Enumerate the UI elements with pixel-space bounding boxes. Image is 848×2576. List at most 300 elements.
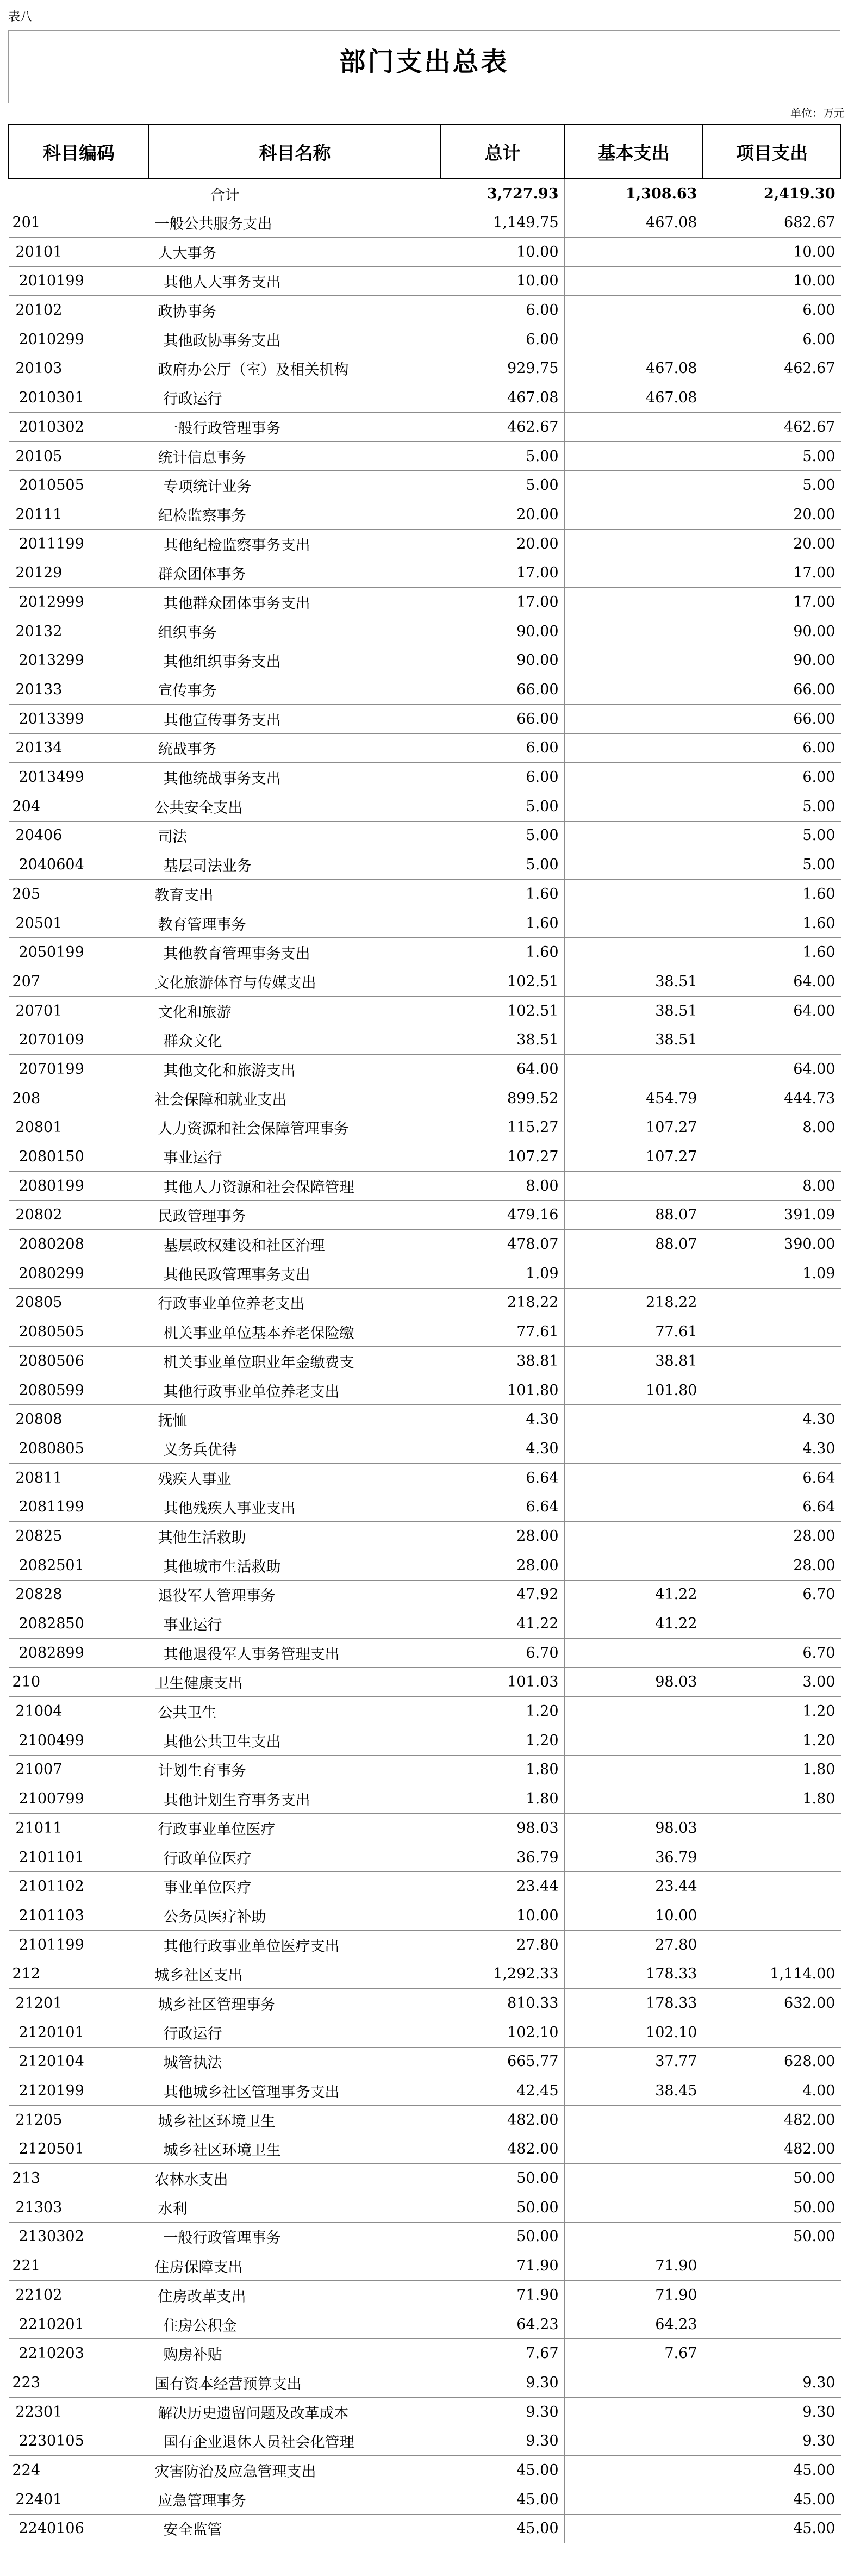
row-basic [564, 909, 703, 938]
table-row [9, 1405, 841, 1434]
row-project: 17.00 [703, 558, 841, 588]
row-basic [564, 1055, 703, 1084]
row-project: 9.30 [703, 2397, 841, 2426]
row-basic: 107.27 [564, 1113, 703, 1142]
row-code: 210 [9, 1667, 149, 1697]
row-name: 组织事务 [149, 617, 441, 646]
table-row [9, 2193, 841, 2222]
row-code: 20101 [9, 237, 149, 266]
header-row [9, 125, 841, 179]
row-basic [564, 733, 703, 763]
row-code: 2210203 [9, 2339, 149, 2368]
row-code: 2130302 [9, 2222, 149, 2251]
row-total: 1.80 [441, 1784, 564, 1814]
row-name: 群众团体事务 [149, 558, 441, 588]
table-row [9, 880, 841, 909]
row-basic [564, 2485, 703, 2514]
row-basic: 38.81 [564, 1347, 703, 1376]
title-area [8, 30, 840, 103]
row-name: 行政运行 [149, 2018, 441, 2047]
row-name: 人力资源和社会保障管理事务 [149, 1113, 441, 1142]
row-basic [564, 1434, 703, 1464]
table-row [9, 2368, 841, 2398]
row-name: 国有企业退休人员社会化管理 [149, 2426, 441, 2456]
table-row [9, 2426, 841, 2456]
row-name: 其他统战事务支出 [149, 763, 441, 792]
row-name: 其他政协事务支出 [149, 325, 441, 354]
row-basic: 88.07 [564, 1230, 703, 1259]
table-row [9, 413, 841, 442]
row-total: 6.64 [441, 1492, 564, 1522]
row-project: 682.67 [703, 208, 841, 238]
row-project [703, 383, 841, 413]
row-name: 纪检监察事务 [149, 500, 441, 530]
row-project: 1.09 [703, 1259, 841, 1288]
row-basic [564, 1755, 703, 1784]
header-code: 科目编码 [9, 125, 149, 179]
row-project [703, 1609, 841, 1639]
row-project: 4.30 [703, 1434, 841, 1464]
row-basic [564, 792, 703, 821]
row-code: 2050199 [9, 938, 149, 967]
row-total: 107.27 [441, 1142, 564, 1172]
row-code: 20105 [9, 441, 149, 471]
row-project: 6.64 [703, 1492, 841, 1522]
row-basic: 64.23 [564, 2310, 703, 2339]
table-row [9, 1230, 841, 1259]
table-row [9, 2076, 841, 2106]
row-basic [564, 413, 703, 442]
row-name: 卫生健康支出 [149, 1667, 441, 1697]
row-name: 城乡社区环境卫生 [149, 2135, 441, 2164]
row-name: 安全监管 [149, 2514, 441, 2543]
row-total: 1.60 [441, 938, 564, 967]
row-total: 479.16 [441, 1200, 564, 1230]
row-code: 2010199 [9, 266, 149, 296]
table-row [9, 2485, 841, 2514]
row-total: 10.00 [441, 237, 564, 266]
row-code: 20701 [9, 996, 149, 1025]
row-total: 482.00 [441, 2135, 564, 2164]
row-project: 64.00 [703, 996, 841, 1025]
row-name: 事业运行 [149, 1142, 441, 1172]
row-project: 444.73 [703, 1084, 841, 1113]
row-basic [564, 296, 703, 325]
row-basic [564, 2426, 703, 2456]
row-total: 6.00 [441, 763, 564, 792]
row-code: 2013399 [9, 704, 149, 733]
row-name: 教育管理事务 [149, 909, 441, 938]
row-project: 8.00 [703, 1171, 841, 1200]
row-basic [564, 1551, 703, 1580]
table-row [9, 996, 841, 1025]
row-code: 2010301 [9, 383, 149, 413]
table-body [9, 179, 841, 2543]
row-name: 国有资本经营预算支出 [149, 2368, 441, 2398]
table-row [9, 821, 841, 850]
row-project: 6.00 [703, 296, 841, 325]
row-project: 1,114.00 [703, 1959, 841, 1989]
header-total: 总计 [441, 125, 564, 179]
row-basic [564, 1463, 703, 1492]
row-basic: 77.61 [564, 1317, 703, 1347]
row-total: 23.44 [441, 1872, 564, 1901]
table-row [9, 2281, 841, 2310]
row-code: 2070109 [9, 1025, 149, 1055]
row-basic [564, 1171, 703, 1200]
row-basic [564, 1784, 703, 1814]
table-row [9, 850, 841, 880]
row-code: 2080150 [9, 1142, 149, 1172]
table-row [9, 471, 841, 500]
row-total: 1.60 [441, 909, 564, 938]
row-total: 1,292.33 [441, 1959, 564, 1989]
row-total: 45.00 [441, 2456, 564, 2485]
table-row [9, 1638, 841, 1667]
table-row [9, 733, 841, 763]
row-name: 城乡社区支出 [149, 1959, 441, 1989]
row-basic [564, 821, 703, 850]
row-name: 一般公共服务支出 [149, 208, 441, 238]
row-project: 1.80 [703, 1784, 841, 1814]
unit-label: 单位：万元 [790, 107, 845, 120]
row-total: 36.79 [441, 1843, 564, 1872]
row-code: 2101199 [9, 1930, 149, 1959]
row-code: 2010299 [9, 325, 149, 354]
row-code: 2120501 [9, 2135, 149, 2164]
row-total: 6.00 [441, 296, 564, 325]
row-project: 628.00 [703, 2047, 841, 2076]
row-name: 一般行政管理事务 [149, 2222, 441, 2251]
row-total: 17.00 [441, 588, 564, 617]
row-basic [564, 588, 703, 617]
row-name: 购房补贴 [149, 2339, 441, 2368]
row-project: 10.00 [703, 266, 841, 296]
row-total: 6.64 [441, 1463, 564, 1492]
row-basic: 454.79 [564, 1084, 703, 1113]
row-project: 462.67 [703, 354, 841, 383]
row-basic: 467.08 [564, 354, 703, 383]
table-row [9, 2456, 841, 2485]
table-row [9, 1784, 841, 1814]
row-basic [564, 938, 703, 967]
row-name: 政协事务 [149, 296, 441, 325]
row-name: 其他文化和旅游支出 [149, 1055, 441, 1084]
row-project [703, 1376, 841, 1405]
row-basic [564, 266, 703, 296]
row-total: 64.23 [441, 2310, 564, 2339]
row-total: 5.00 [441, 441, 564, 471]
row-basic [564, 880, 703, 909]
row-code: 21201 [9, 1989, 149, 2018]
row-basic: 107.27 [564, 1142, 703, 1172]
row-code: 2080199 [9, 1171, 149, 1200]
row-total: 41.22 [441, 1609, 564, 1639]
table-row [9, 1580, 841, 1609]
row-name: 行政事业单位医疗 [149, 1814, 441, 1843]
row-project: 17.00 [703, 588, 841, 617]
row-basic: 467.08 [564, 208, 703, 238]
row-name: 其他生活救助 [149, 1522, 441, 1551]
row-project: 482.00 [703, 2105, 841, 2135]
table-row [9, 938, 841, 967]
table-row [9, 2164, 841, 2193]
row-code: 20811 [9, 1463, 149, 1492]
row-total: 102.51 [441, 996, 564, 1025]
row-name: 其他宣传事务支出 [149, 704, 441, 733]
row-name: 机关事业单位基本养老保险缴 [149, 1317, 441, 1347]
row-project: 482.00 [703, 2135, 841, 2164]
row-code: 2120199 [9, 2076, 149, 2106]
row-project: 50.00 [703, 2222, 841, 2251]
row-basic [564, 2135, 703, 2164]
row-project: 4.00 [703, 2076, 841, 2106]
row-code: 2080805 [9, 1434, 149, 1464]
row-name: 其他人大事务支出 [149, 266, 441, 296]
row-project [703, 1142, 841, 1172]
row-total: 4.30 [441, 1405, 564, 1434]
row-basic: 37.77 [564, 2047, 703, 2076]
row-project: 6.70 [703, 1580, 841, 1609]
table-row [9, 1055, 841, 1084]
table-row [9, 1347, 841, 1376]
row-project: 6.00 [703, 325, 841, 354]
row-code: 2100499 [9, 1726, 149, 1755]
row-basic [564, 1638, 703, 1667]
row-basic: 98.03 [564, 1667, 703, 1697]
row-name: 行政运行 [149, 383, 441, 413]
row-project: 6.00 [703, 733, 841, 763]
row-total: 101.03 [441, 1667, 564, 1697]
row-total: 4.30 [441, 1434, 564, 1464]
table-row [9, 2135, 841, 2164]
row-basic [564, 2105, 703, 2135]
row-code: 2013299 [9, 646, 149, 675]
table-row [9, 1930, 841, 1959]
table-row [9, 617, 841, 646]
row-basic [564, 1522, 703, 1551]
row-basic [564, 2222, 703, 2251]
row-name: 其他公共卫生支出 [149, 1726, 441, 1755]
row-name: 一般行政管理事务 [149, 413, 441, 442]
row-basic: 27.80 [564, 1930, 703, 1959]
table-row [9, 588, 841, 617]
row-project [703, 2018, 841, 2047]
row-total: 20.00 [441, 529, 564, 558]
table-row [9, 1667, 841, 1697]
row-basic: 71.90 [564, 2281, 703, 2310]
row-total: 50.00 [441, 2193, 564, 2222]
row-name: 其他行政事业单位养老支出 [149, 1376, 441, 1405]
row-total: 482.00 [441, 2105, 564, 2135]
row-basic [564, 2397, 703, 2426]
row-total: 45.00 [441, 2485, 564, 2514]
row-project: 9.30 [703, 2368, 841, 2398]
header-basic: 基本支出 [564, 125, 703, 179]
row-total: 6.00 [441, 325, 564, 354]
row-name: 其他残疾人事业支出 [149, 1492, 441, 1522]
row-basic [564, 500, 703, 530]
row-project: 462.67 [703, 413, 841, 442]
row-basic: 218.22 [564, 1288, 703, 1317]
row-name: 城乡社区环境卫生 [149, 2105, 441, 2135]
row-project: 9.30 [703, 2426, 841, 2456]
table-row [9, 208, 841, 238]
row-code: 20501 [9, 909, 149, 938]
row-code: 2082850 [9, 1609, 149, 1639]
row-basic: 38.51 [564, 967, 703, 997]
row-code: 20825 [9, 1522, 149, 1551]
row-total: 218.22 [441, 1288, 564, 1317]
table-row [9, 1025, 841, 1055]
row-code: 20828 [9, 1580, 149, 1609]
row-total: 66.00 [441, 704, 564, 733]
row-total: 5.00 [441, 821, 564, 850]
row-code: 2120104 [9, 2047, 149, 2076]
row-total: 1.09 [441, 1259, 564, 1288]
row-basic [564, 2164, 703, 2193]
row-total: 6.70 [441, 1638, 564, 1667]
row-basic: 38.45 [564, 2076, 703, 2106]
row-code: 20406 [9, 821, 149, 850]
row-total: 5.00 [441, 850, 564, 880]
row-code: 204 [9, 792, 149, 821]
row-total: 45.00 [441, 2514, 564, 2543]
row-code: 20103 [9, 354, 149, 383]
total-project: 2,419.30 [703, 179, 841, 208]
row-name: 计划生育事务 [149, 1755, 441, 1784]
row-project: 28.00 [703, 1522, 841, 1551]
row-basic [564, 237, 703, 266]
row-name: 行政单位医疗 [149, 1843, 441, 1872]
row-name: 统战事务 [149, 733, 441, 763]
row-basic [564, 2368, 703, 2398]
row-name: 行政事业单位养老支出 [149, 1288, 441, 1317]
table-row [9, 2514, 841, 2543]
table-row [9, 1171, 841, 1200]
row-code: 224 [9, 2456, 149, 2485]
row-project: 5.00 [703, 792, 841, 821]
row-project: 391.09 [703, 1200, 841, 1230]
row-code: 2120101 [9, 2018, 149, 2047]
row-project: 1.60 [703, 938, 841, 967]
total-basic: 1,308.63 [564, 179, 703, 208]
row-project [703, 1288, 841, 1317]
table-row [9, 1113, 841, 1142]
row-total: 20.00 [441, 500, 564, 530]
row-total: 9.30 [441, 2426, 564, 2456]
row-project: 6.70 [703, 1638, 841, 1667]
row-total: 38.51 [441, 1025, 564, 1055]
row-project: 10.00 [703, 237, 841, 266]
row-basic [564, 850, 703, 880]
table-row [9, 1259, 841, 1288]
table-row [9, 1959, 841, 1989]
row-name: 解决历史遗留问题及改革成本 [149, 2397, 441, 2426]
row-total: 929.75 [441, 354, 564, 383]
row-name: 事业运行 [149, 1609, 441, 1639]
table-row [9, 1288, 841, 1317]
table-row [9, 1084, 841, 1113]
row-name: 文化和旅游 [149, 996, 441, 1025]
row-name: 其他城乡社区管理事务支出 [149, 2076, 441, 2106]
row-total: 10.00 [441, 266, 564, 296]
row-name: 基层司法业务 [149, 850, 441, 880]
row-project: 632.00 [703, 1989, 841, 2018]
row-project: 5.00 [703, 471, 841, 500]
total-total: 3,727.93 [441, 179, 564, 208]
row-basic [564, 1259, 703, 1288]
table-row [9, 325, 841, 354]
row-code: 2040604 [9, 850, 149, 880]
row-total: 28.00 [441, 1522, 564, 1551]
row-name: 文化旅游体育与传媒支出 [149, 967, 441, 997]
table-row [9, 1989, 841, 2018]
row-code: 2010505 [9, 471, 149, 500]
total-label: 合计 [9, 179, 441, 208]
row-code: 221 [9, 2251, 149, 2281]
row-code: 201 [9, 208, 149, 238]
row-code: 22301 [9, 2397, 149, 2426]
row-code: 205 [9, 880, 149, 909]
row-total: 71.90 [441, 2251, 564, 2281]
row-project: 28.00 [703, 1551, 841, 1580]
expenditure-table [8, 124, 841, 2543]
row-code: 20132 [9, 617, 149, 646]
row-code: 2082899 [9, 1638, 149, 1667]
row-basic: 98.03 [564, 1814, 703, 1843]
table-row [9, 763, 841, 792]
row-basic [564, 325, 703, 354]
row-total: 10.00 [441, 1901, 564, 1931]
row-code: 22401 [9, 2485, 149, 2514]
row-name: 人大事务 [149, 237, 441, 266]
row-project [703, 1930, 841, 1959]
row-total: 71.90 [441, 2281, 564, 2310]
row-code: 21004 [9, 1697, 149, 1726]
row-code: 2080299 [9, 1259, 149, 1288]
row-code: 223 [9, 2368, 149, 2398]
row-name: 住房保障支出 [149, 2251, 441, 2281]
table-row [9, 646, 841, 675]
row-code: 20129 [9, 558, 149, 588]
table-row [9, 558, 841, 588]
table-row [9, 1843, 841, 1872]
row-total: 1.20 [441, 1726, 564, 1755]
row-total: 50.00 [441, 2222, 564, 2251]
row-total: 9.30 [441, 2397, 564, 2426]
row-basic [564, 704, 703, 733]
row-project: 1.20 [703, 1697, 841, 1726]
table-row [9, 2222, 841, 2251]
row-total: 665.77 [441, 2047, 564, 2076]
row-total: 66.00 [441, 675, 564, 705]
row-project: 45.00 [703, 2514, 841, 2543]
row-project [703, 2310, 841, 2339]
row-project: 1.80 [703, 1755, 841, 1784]
page-title: 部门支出总表 [339, 47, 509, 77]
row-total: 28.00 [441, 1551, 564, 1580]
row-total: 9.30 [441, 2368, 564, 2398]
row-total: 115.27 [441, 1113, 564, 1142]
row-project [703, 2281, 841, 2310]
table-row [9, 2339, 841, 2368]
row-name: 其他计划生育事务支出 [149, 1784, 441, 1814]
row-project: 3.00 [703, 1667, 841, 1697]
row-total: 77.61 [441, 1317, 564, 1347]
row-project: 1.60 [703, 880, 841, 909]
row-project [703, 1317, 841, 1347]
